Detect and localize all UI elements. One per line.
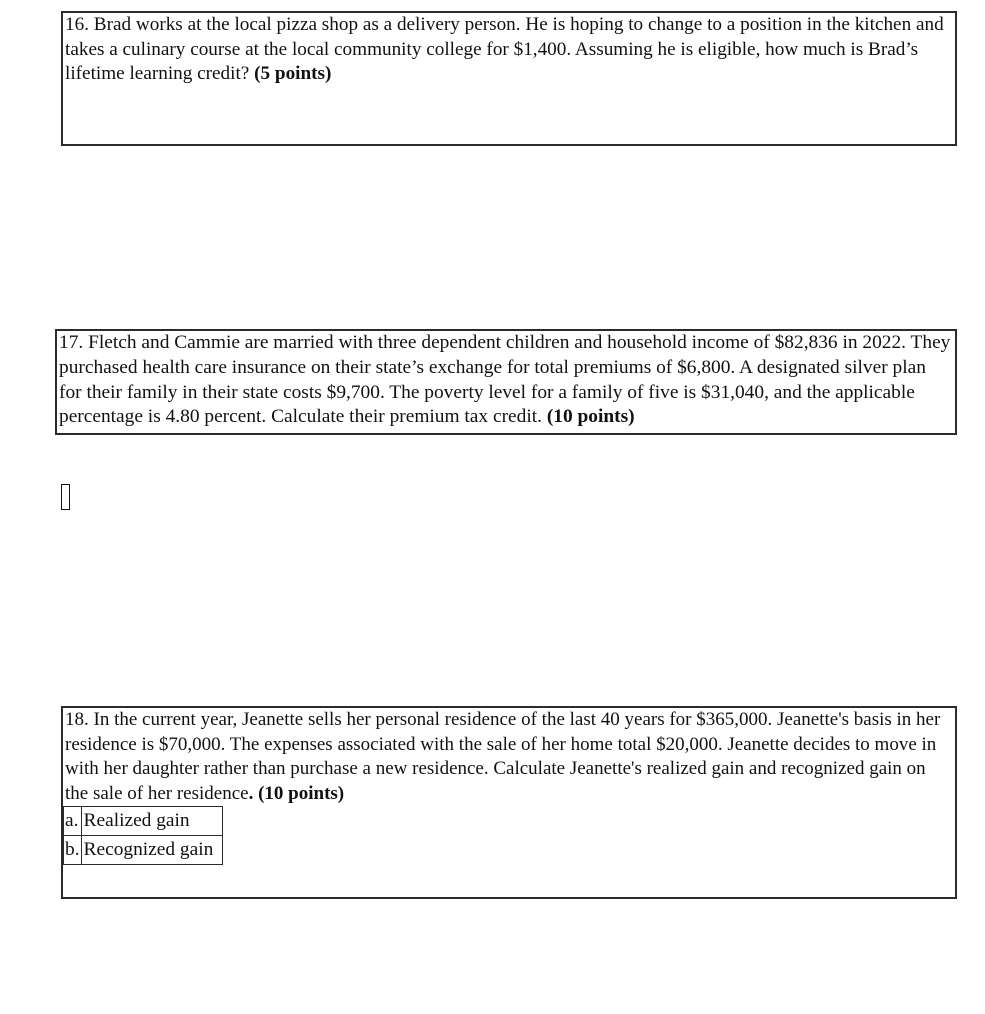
question-18-text (63, 708, 955, 806)
answer-row-label[interactable]: Realized gain (81, 807, 222, 836)
question-17-text (57, 331, 955, 430)
question-17-body: 17. Fletch and Cammie are married with three dependent children and household income of $82,836 in 2022. They purchased health care insurance on their state’s exchange for total premiums of $6,800. A designated silver plan for their family in their state costs $9,700. The poverty level for a family of five is $31,040, and the applicable percentage is 4.80 percent. Calculate their premium tax credit. (59, 332, 951, 428)
question-16-points: (5 points) (254, 63, 332, 85)
question-16-text (63, 13, 955, 87)
answer-table (63, 806, 223, 865)
question-16-box (61, 11, 957, 146)
question-17-points: (10 points) (546, 406, 635, 428)
answer-row-label[interactable]: Recognized gain (81, 836, 222, 865)
answer-row-recognized-gain (64, 836, 223, 865)
question-17-box (55, 329, 957, 435)
question-18-box (61, 706, 957, 899)
answer-row-letter: a. (64, 807, 82, 836)
empty-answer-box[interactable] (61, 484, 70, 510)
answer-row-realized-gain (64, 807, 223, 836)
question-18-body: 18. In the current year, Jeanette sells her personal residence of the last 40 years for $365,000. Jeanette's basis in her residence is $70,000. The expenses associated with the sale of her home total $20,000. Jeanette decides to move in with her daughter rather than purchase a new residence. Calculate Jeanette's realized gain and recognized gain on the sale of her residence (65, 709, 941, 804)
question-18-points: . (10 points) (248, 782, 345, 804)
answer-row-letter: b. (64, 836, 82, 865)
question-16-body: 16. Brad works at the local pizza shop as a delivery person. He is hoping to change to a position in the kitchen and takes a culinary course at the local community college for $1,400. Assuming he is eligible, how much is Brad’s lifetime learning credit? (65, 14, 944, 85)
